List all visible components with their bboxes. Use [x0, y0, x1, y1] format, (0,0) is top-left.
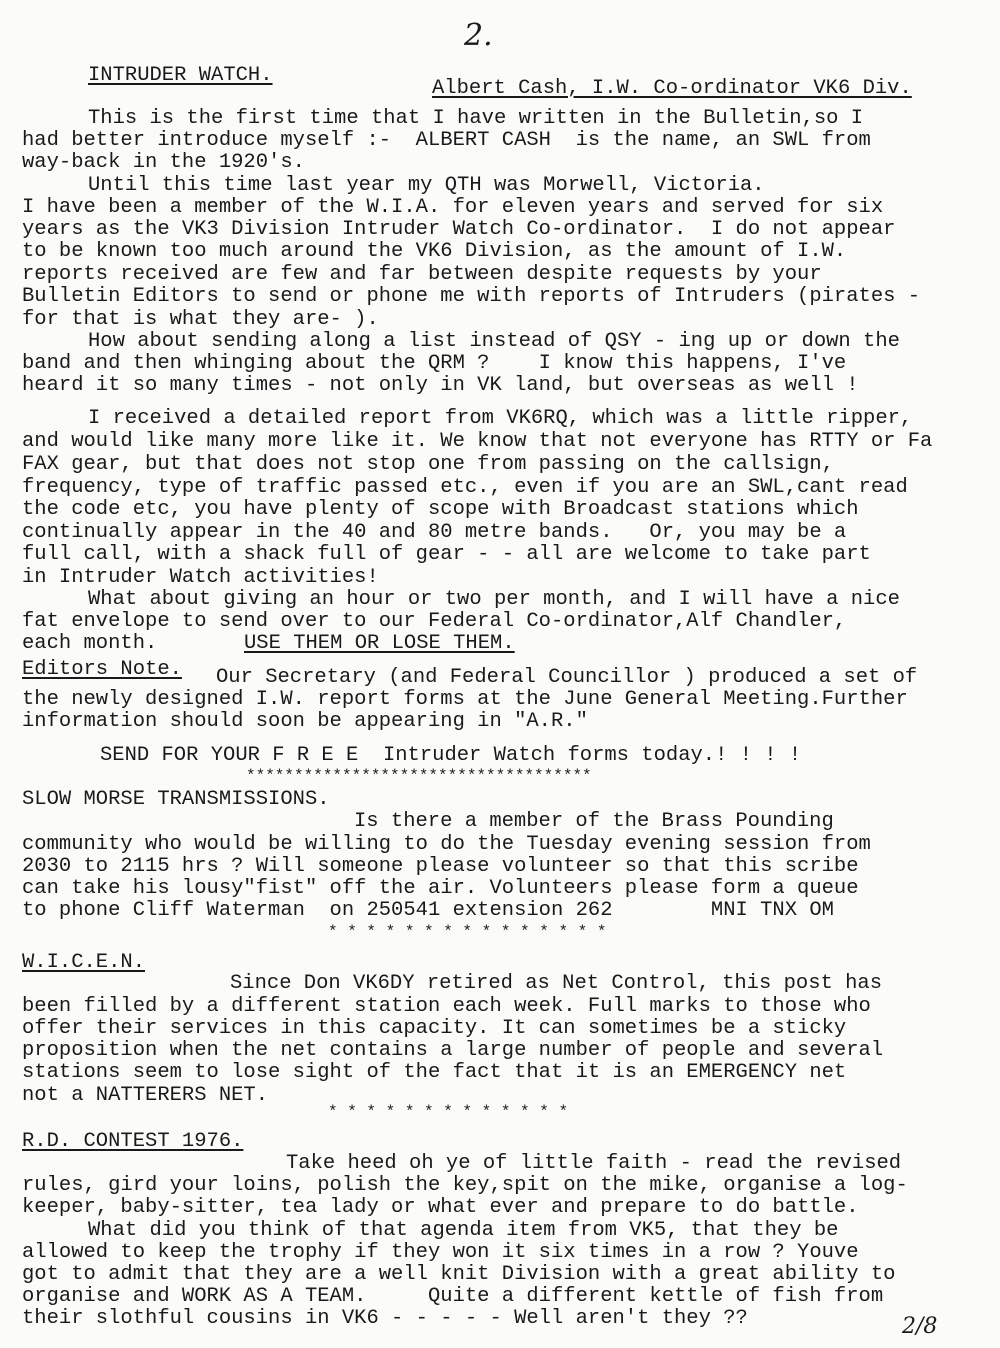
- intruder-line: the code etc, you have plenty of scope with Broadcast stations which: [22, 498, 859, 521]
- slow-morse-line: 2030 to 2115 hrs ? Will someone please volunteer so that this scribe: [22, 855, 859, 878]
- intruder-line: I have been a member of the W.I.A. for eleven years and served for six: [22, 196, 884, 219]
- editors-line: the newly designed I.W. report forms at the June General Meeting.Further: [22, 688, 908, 711]
- wicen-line: not a NATTERERS NET.: [22, 1084, 269, 1107]
- wicen-heading: W.I.C.E.N.: [22, 951, 146, 974]
- wicen-line: been filled by a different station each week. Full marks to those who: [22, 995, 871, 1018]
- intruder-line: band and then whinging about the QRM ? I know this happens, I've: [22, 352, 847, 375]
- rd-contest-line: What did you think of that agenda item from VK5, that they be: [88, 1219, 839, 1242]
- rd-contest-heading: R.D. CONTEST 1976.: [22, 1130, 244, 1153]
- editors-line: Our Secretary (and Federal Councillor ) produced a set of: [216, 666, 918, 689]
- editors-note-label: Editors Note.: [22, 658, 182, 681]
- free-forms-line: SEND FOR YOUR F R E E Intruder Watch forms today.! ! ! !: [100, 744, 802, 767]
- editors-line: information should soon be appearing in "A.R.": [22, 710, 588, 733]
- divider-stars: * * * * * * * * * * * * * * *: [328, 923, 607, 941]
- intruder-line: each month.: [22, 632, 158, 655]
- intruder-heading: INTRUDER WATCH.: [88, 64, 273, 87]
- intruder-line: Until this time last year my QTH was Morwell, Victoria.: [88, 174, 765, 197]
- wicen-line: Since Don VK6DY retired as Net Control, this post has: [230, 972, 883, 995]
- intruder-line: How about sending along a list instead of QSY - ing up or down the: [88, 330, 900, 353]
- intruder-line: heard it so many times - not only in VK land, but overseas as well !: [22, 374, 859, 397]
- intruder-slogan: USE THEM OR LOSE THEM.: [244, 632, 515, 655]
- intruder-line: FAX gear, but that does not stop one from passing on the callsign,: [22, 453, 834, 476]
- wicen-line: offer their services in this capacity. It can sometimes be a sticky: [22, 1017, 847, 1040]
- rd-contest-line: keeper, baby-sitter, tea lady or what ever and prepare to do battle.: [22, 1196, 859, 1219]
- intruder-line: continually appear in the 40 and 80 metre bands. Or, you may be a: [22, 521, 847, 544]
- rd-contest-line: Take heed oh ye of little faith - read the revised: [286, 1152, 902, 1175]
- rd-contest-line: got to admit that they are a well knit Division with a great ability to: [22, 1263, 896, 1286]
- intruder-line: This is the first time that I have written in the Bulletin,so I: [88, 107, 864, 130]
- intruder-line: Bulletin Editors to send or phone me with reports of Intruders (pirates -: [22, 285, 921, 308]
- slow-morse-line: can take his lousy"fist" off the air. Volunteers please form a queue: [22, 877, 859, 900]
- divider-stars: ************************************: [246, 767, 592, 785]
- wicen-line: stations seem to lose sight of the fact that it is an EMERGENCY net: [22, 1061, 847, 1084]
- rd-contest-line: allowed to keep the trophy if they won it six times in a row ? Youve: [22, 1241, 859, 1264]
- intruder-line: in Intruder Watch activities!: [22, 566, 379, 589]
- intruder-line: had better introduce myself :- ALBERT CASH is the name, an SWL from: [22, 129, 871, 152]
- rd-contest-line: organise and WORK AS A TEAM. Quite a different kettle of fish from: [22, 1285, 884, 1308]
- wicen-line: proposition when the net contains a large number of people and several: [22, 1039, 884, 1062]
- slow-morse-line: community who would be willing to do the Tuesday evening session from: [22, 833, 871, 856]
- slow-morse-heading: SLOW MORSE TRANSMISSIONS.: [22, 788, 330, 811]
- intruder-line: years as the VK3 Division Intruder Watch Co-ordinator. I do not appear: [22, 218, 896, 241]
- intruder-line: reports received are few and far between despite requests by your: [22, 263, 822, 286]
- intruder-line: and would like many more like it. We know that not everyone has RTTY or Fa: [22, 430, 933, 453]
- intruder-line: for that is what they are- ).: [22, 308, 379, 331]
- intruder-line: frequency, type of traffic passed etc., even if you are an SWL,cant read: [22, 476, 908, 499]
- intruder-line: to be known too much around the VK6 Division, as the amount of I.W.: [22, 240, 847, 263]
- intruder-byline: Albert Cash, I.W. Co-ordinator VK6 Div.: [432, 77, 912, 100]
- intruder-line: I received a detailed report from VK6RQ, which was a little ripper,: [88, 407, 913, 430]
- intruder-line: full call, with a shack full of gear - - all are welcome to take part: [22, 543, 871, 566]
- handwritten-corner-mark: 2/8: [902, 1314, 938, 1339]
- handwritten-page-number: 2.: [464, 18, 493, 53]
- intruder-line: fat envelope to send over to our Federal Co-ordinator,Alf Chandler,: [22, 610, 847, 633]
- rd-contest-line: their slothful cousins in VK6 - - - - - Well aren't they ??: [22, 1307, 748, 1330]
- slow-morse-line: Is there a member of the Brass Pounding: [354, 810, 834, 833]
- slow-morse-line: to phone Cliff Waterman on 250541 extension 262 MNI TNX OM: [22, 899, 834, 922]
- intruder-line: What about giving an hour or two per month, and I will have a nice: [88, 588, 900, 611]
- rd-contest-line: rules, gird your loins, polish the key,spit on the mike, organise a log-: [22, 1174, 908, 1197]
- intruder-line: way-back in the 1920's.: [22, 151, 305, 174]
- divider-stars: * * * * * * * * * * * * *: [328, 1103, 569, 1121]
